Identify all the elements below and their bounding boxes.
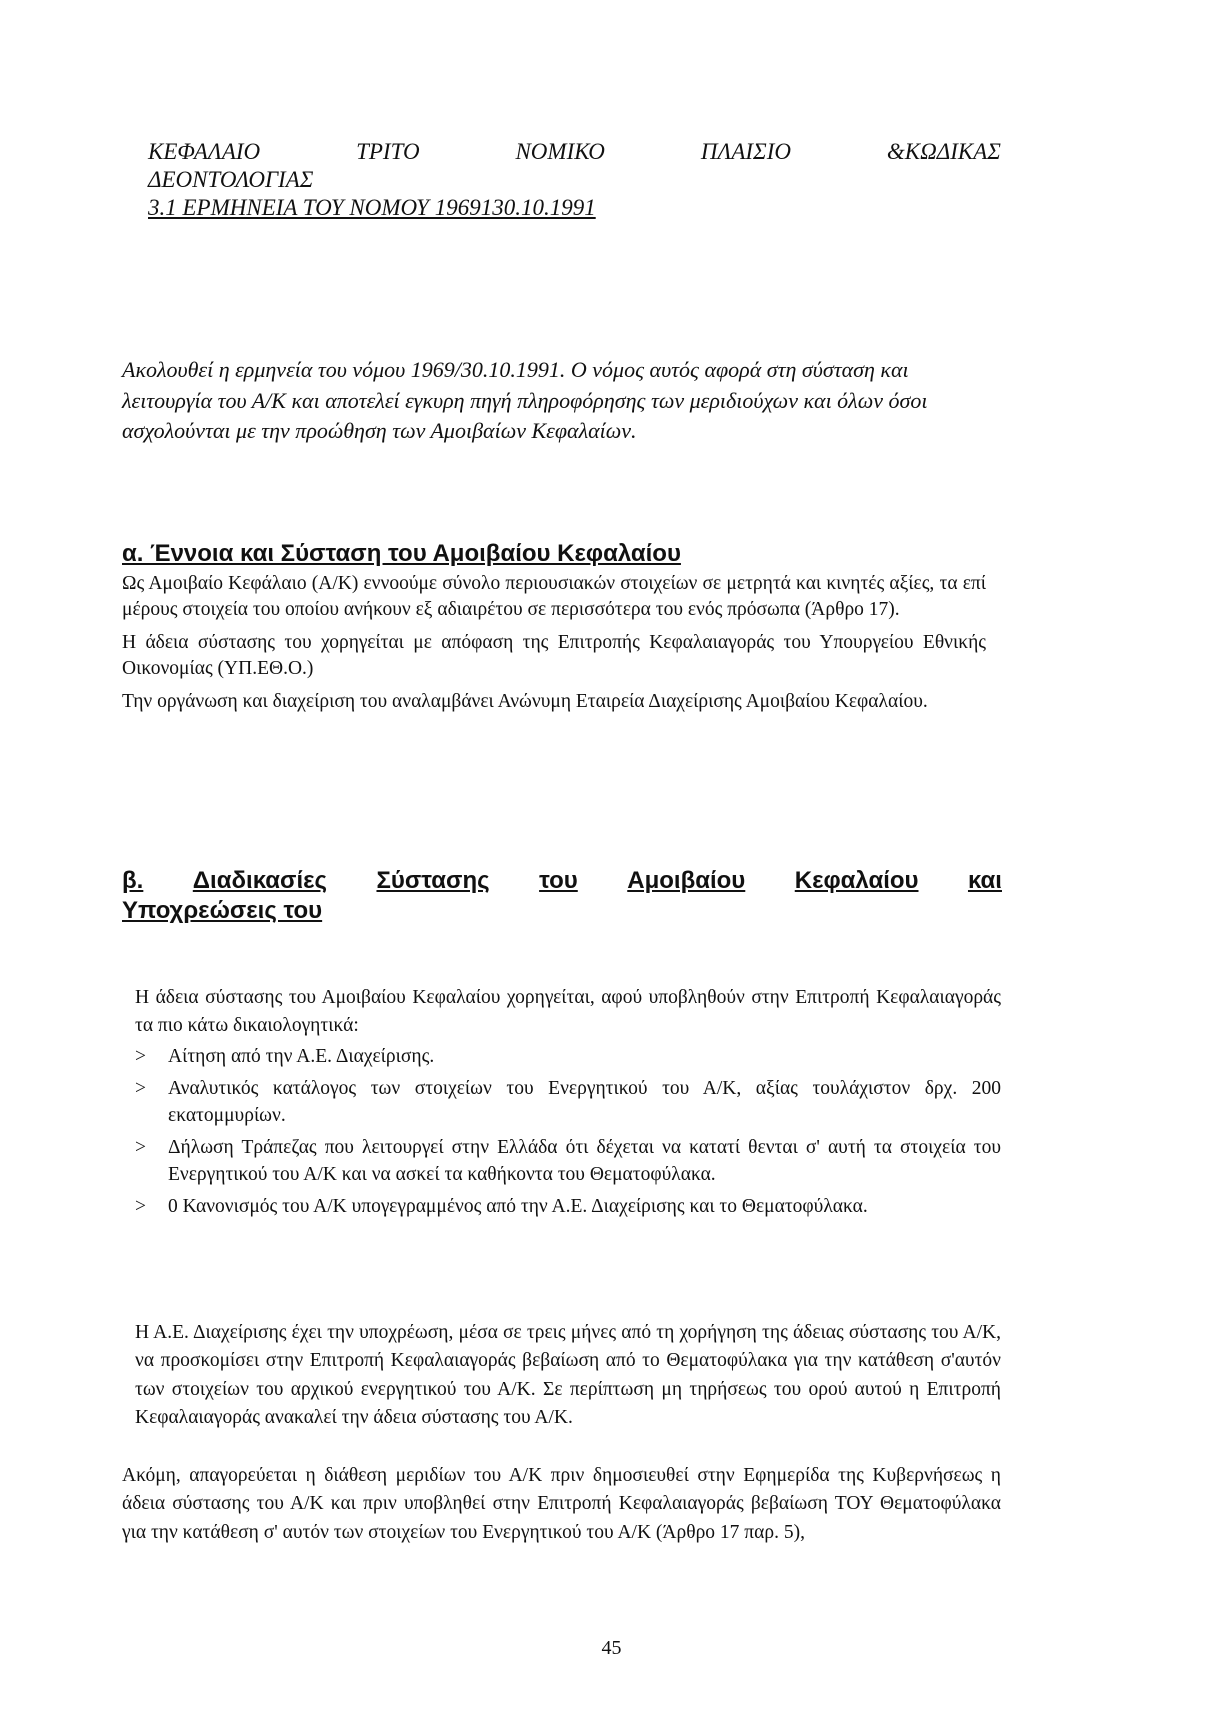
heading-word: β.	[122, 867, 144, 894]
bullet-marker: >	[135, 1077, 146, 1099]
chapter-word: ΚΕΦΑΛΑΙΟ	[148, 139, 261, 164]
chapter-word: &ΚΩΔΙΚΑΣ	[886, 139, 1001, 164]
list-item	[135, 1193, 1001, 1221]
section-b-heading-line2: Υποχρεώσεις του	[122, 897, 323, 924]
chapter-word: ΝΟΜΙΚΟ	[515, 139, 605, 164]
obligation-paragraph: Η Α.Ε. Διαχείρισης έχει την υποχρέωση, μέσα σε τρεις μήνες από τη χορήγηση της άδειας σύστασης του Α/Κ, να προσκομίσει στην Επιτροπή Κεφαλαιαγοράς βεβαίωση από το Θεματοφύλακα για την κατάθεση σ'αυτόν των στοιχείων του αρχικού ενεργητικού του Α/Κ. Σε περίπτωση μη τηρήσεως του ορού αυτού η Επιτροπή Κεφαλαιαγοράς ανακαλεί την άδεια σύστασης του Α/Κ.	[135, 1322, 1001, 1428]
heading-word: Κεφαλαίου	[794, 867, 919, 894]
heading-word: Διαδικασίες	[192, 867, 327, 894]
paragraph: Την οργάνωση και διαχείριση του αναλαμβάνει Ανώνυμη Εταιρεία Διαχείρισης Αμοιβαίου Κεφαλαίου.	[122, 690, 928, 712]
list-item-text: 0 Κανονισμός του Α/Κ υπογεγραμμένος από την Α.Ε. Διαχείρισης και το Θεματοφύλακα.	[168, 1195, 868, 1217]
heading-word: του	[539, 867, 578, 894]
section-a-heading: α. Έννοια και Σύσταση του Αμοιβαίου Κεφαλαίου	[122, 540, 681, 567]
intro-paragraph: Ακολουθεί η ερμηνεία του νόμου 1969/30.10.1991. Ο νόμος αυτός αφορά στη σύσταση και λειτουργία του Α/Κ και αποτελεί εγκυρη πηγή πληροφόρησης των μεριδιούχων και όλων όσοι ασχολούνται με την προώθηση των Αμοιβαίων Κεφαλαίων.	[122, 357, 928, 443]
chapter-title-line2: ΔΕΟΝΤΟΛΟΓΙΑΣ	[148, 167, 314, 192]
list-item-text: Αίτηση από την Α.Ε. Διαχείρισης.	[168, 1046, 435, 1067]
bullet-marker: >	[135, 1046, 146, 1067]
list-item	[135, 1134, 1001, 1189]
restriction-paragraph: Ακόμη, απαγορεύεται η διάθεση μεριδίων του Α/Κ πριν δημοσιευθεί στην Εφημερίδα της Κυβερνήσεως η άδεια σύστασης του Α/Κ και πριν υποβληθεί στην Επιτροπή Κεφαλαιαγοράς βεβαίωση ΤΟΥ Θεματοφύλακα για την κατάθεση σ' αυτόν των στοιχείων του Ενεργητικού του Α/Κ (Άρθρο 17 παρ. 5),	[122, 1465, 1001, 1543]
list-item	[135, 1043, 1001, 1071]
paragraph: Ως Αμοιβαίο Κεφάλαιο (Α/Κ) εννοούμε σύνολο περιουσιακών στοιχείων σε μετρητά και κινητές αξίες, τα επί μέρους στοιχεία του οποίου ανήκουν εξ αδιαιρέτου σε περισσότερα του ενός πρόσωπα (Άρθρο 17).	[122, 573, 986, 621]
chapter-title	[148, 138, 1001, 222]
section-b-heading	[122, 866, 1002, 926]
section-b-body	[135, 984, 1001, 1220]
chapter-word: ΤΡΙΤΟ	[356, 139, 420, 164]
chapter-title-line1	[148, 138, 1001, 166]
paragraph: Η άδεια σύστασης του Αμοιβαίου Κεφαλαίου χορηγείται, αφού υποβληθούν στην Επιτροπή Κεφαλαιαγοράς τα πιο κάτω δικαιολογητικά:	[135, 987, 1001, 1036]
heading-word: Σύστασης	[376, 867, 490, 894]
section-a-body	[122, 571, 986, 721]
page-number: 45	[601, 1637, 622, 1659]
section-title-3-1: 3.1 ΕΡΜΗΝΕΙΑ ΤΟΥ ΝΟΜΟΥ 1969130.10.1991	[148, 195, 596, 220]
chapter-word: ΠΛΑΙΣΙΟ	[700, 139, 791, 164]
bullet-marker: >	[135, 1195, 146, 1217]
paragraph: Η άδεια σύστασης του χορηγείται με απόφαση της Επιτροπής Κεφαλαιαγοράς του Υπουργείου Εθνικής Οικονομίας (ΥΠ.ΕΘ.Ο.)	[122, 631, 986, 680]
list-item-text: Δήλωση Τράπεζας που λειτουργεί στην Ελλάδα ότι δέχεται να κατατί θενται σ' αυτή τα στοιχεία του Ενεργητικού του Α/Κ και να ασκεί τα καθήκοντα του Θεματοφύλακα.	[168, 1136, 1001, 1185]
heading-word: και	[967, 867, 1002, 894]
heading-word: Αμοιβαίου	[627, 867, 746, 894]
bullet-marker: >	[135, 1136, 146, 1158]
list-item-text: Αναλυτικός κατάλογος των στοιχείων του Ενεργητικού του Α/Κ, αξίας τουλάχιστον δρχ. 200 εκατομμυρίων.	[168, 1077, 1001, 1126]
list-item	[135, 1075, 1001, 1130]
section-b-heading-line1	[122, 866, 1002, 896]
